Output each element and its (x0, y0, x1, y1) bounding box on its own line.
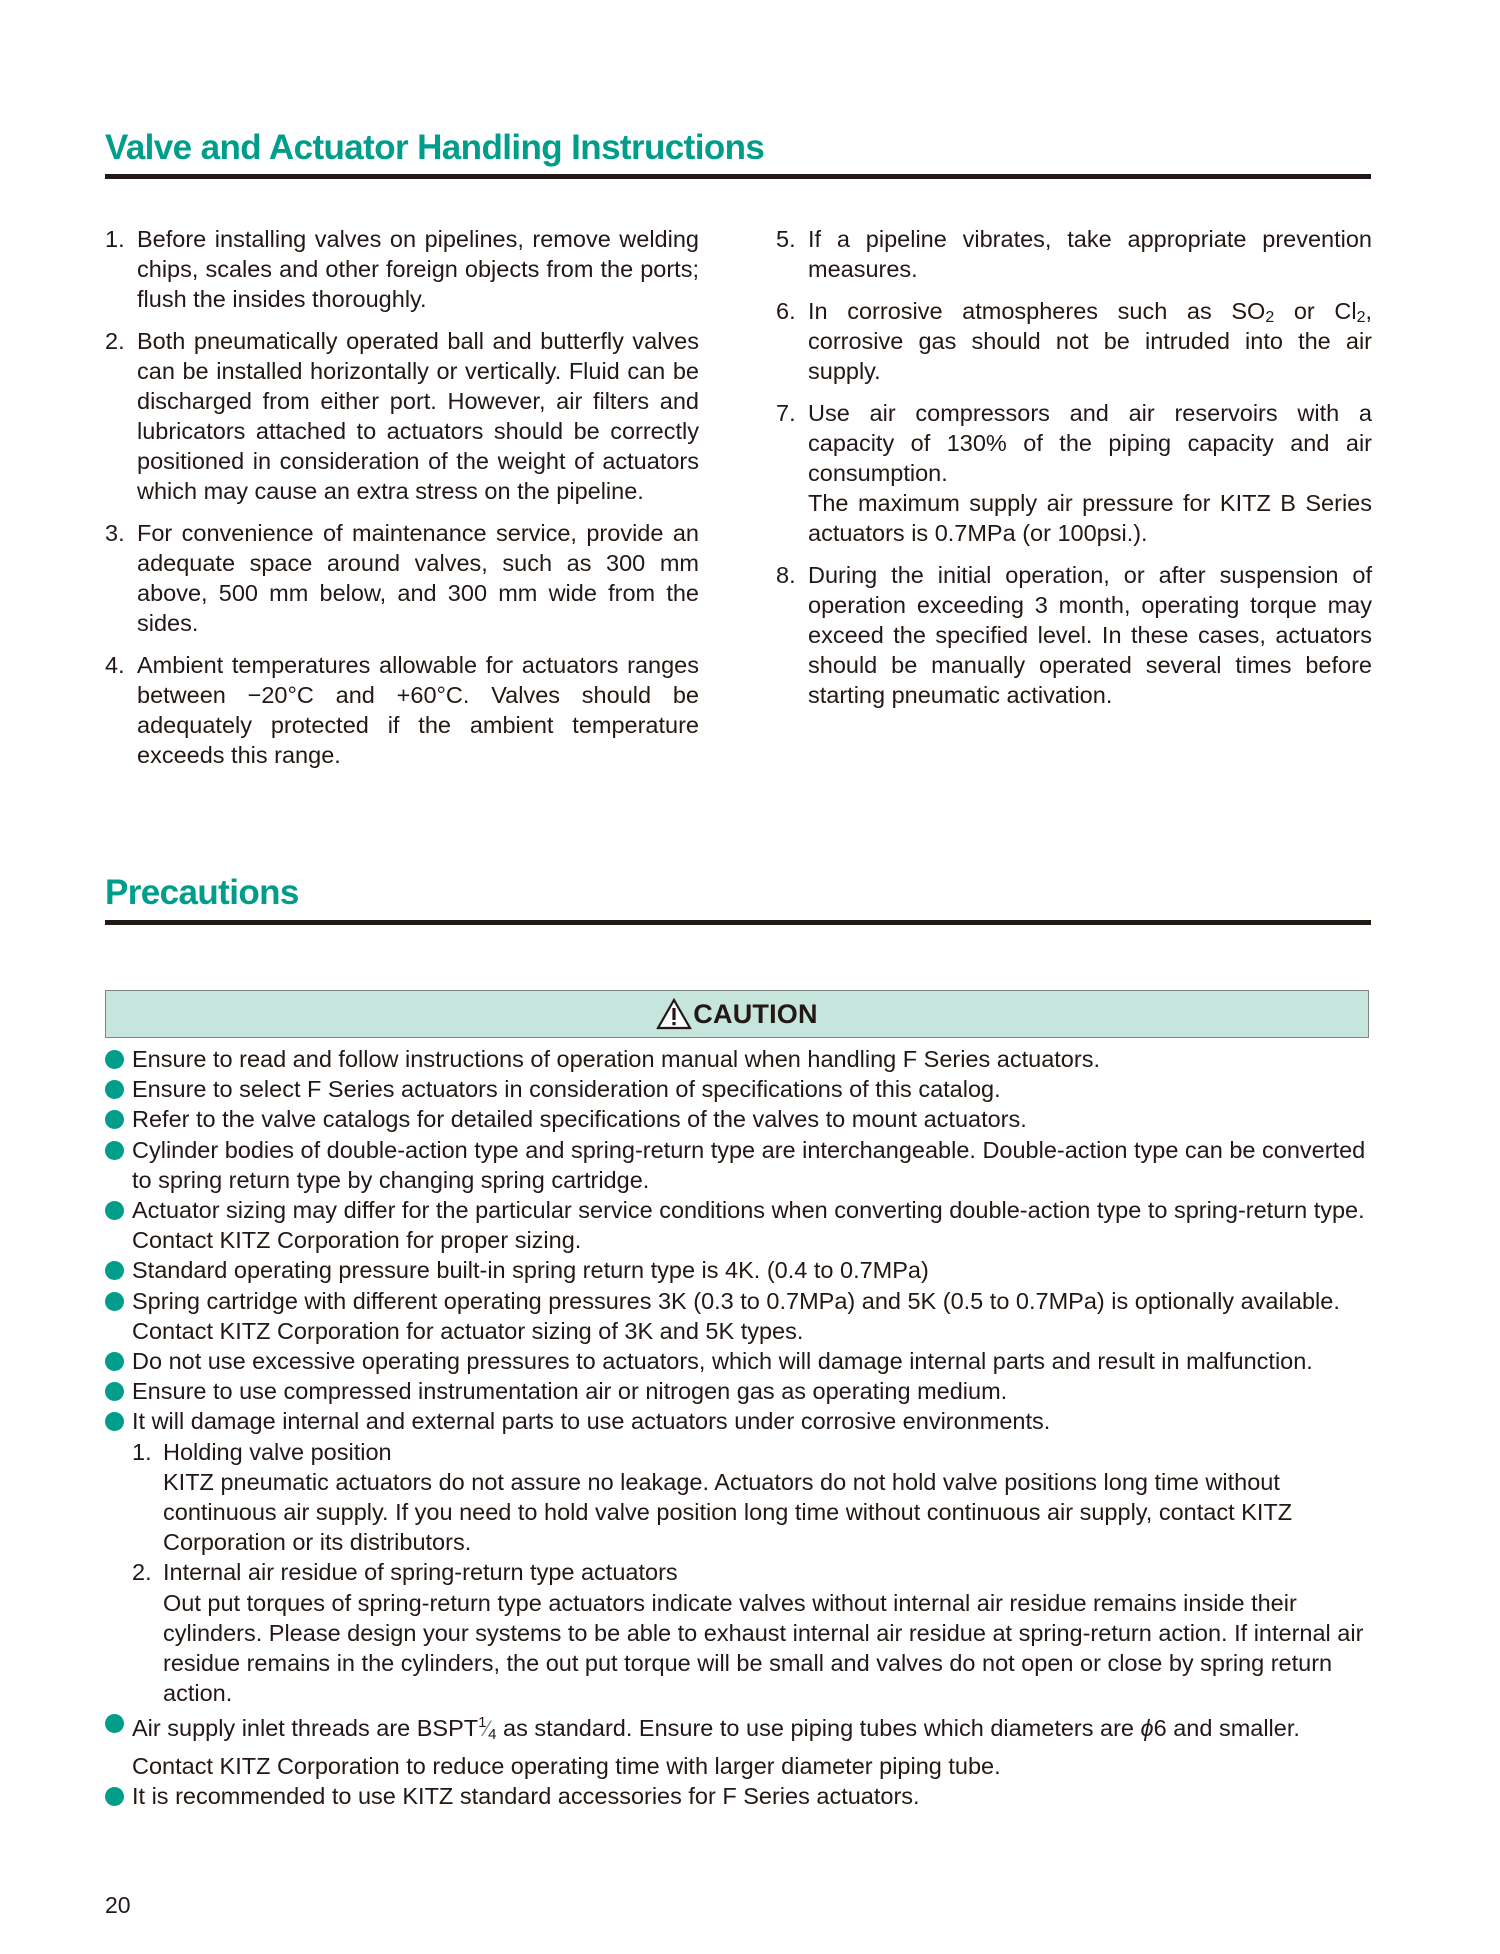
sub-item-2 (105, 1557, 1375, 1708)
sub-item-number: 1. (132, 1438, 152, 1465)
item-text: Before installing valves on pipelines, remove welding chips, scales and other foreign objects from the ports; flush the insides thoroughly. (137, 226, 699, 312)
section-rule (105, 920, 1371, 925)
item-number: 2. (105, 328, 125, 354)
item-text: Both pneumatically operated ball and butterfly valves can be installed horizontally or vertically. Fluid can be discharged from either port. However, air filters and lubricators attached to actuators should be correctly positioned in consideration of the weight of actuators which may cause an extra stress on the pipeline. (137, 328, 699, 504)
precaution-text: Refer to the valve catalogs for detailed specifications of the valves to mount actuators. (132, 1106, 1027, 1133)
item-number: 7. (776, 400, 796, 426)
precaution-text: Cylinder bodies of double-action type and spring-return type are interchangeable. Double-action type can be converted to spring return type by changing spring cartridge. (132, 1136, 1366, 1193)
precaution-item (105, 1074, 1375, 1104)
fraction-one-quarter (478, 1714, 497, 1744)
page-number: 20 (105, 1892, 131, 1918)
warning-triangle-icon (656, 998, 692, 1030)
text-segment: as standard. Ensure to use piping tubes which diameters are (496, 1715, 1141, 1742)
handling-item-1 (105, 224, 699, 314)
sub-item-number: 2. (132, 1559, 152, 1586)
precaution-text: Ensure to select F Series actuators in consideration of specifications of this catalog. (132, 1076, 1001, 1103)
fraction-denominator: 4 (488, 1726, 497, 1744)
text-segment: Air supply inlet threads are BSPT (132, 1715, 479, 1742)
item-number: 1. (105, 226, 125, 252)
item-text: Ambient temperatures allowable for actuators ranges between −20°C and +60°C. Valves should be adequately protected if the ambient temperature exceeds this range. (137, 652, 699, 768)
text-segment: 6 and smaller. Contact KITZ Corporation to reduce operating time with larger diameter piping tube. (132, 1715, 1300, 1779)
sub-item-heading: Holding valve position (163, 1438, 392, 1465)
handling-column-left (105, 224, 699, 782)
precaution-item (105, 1781, 1375, 1811)
sub-item-body: Out put torques of spring-return type actuators indicate valves without internal air residue remains inside their cylinders. Please design your systems to be able to exhaust internal air residue at spring-return action. If internal air residue remains in the cylinders, the out put torque will be small and valves do not open or close by spring return action. (163, 1589, 1364, 1707)
handling-item-2 (105, 326, 699, 506)
bullet-dot-icon (105, 1292, 124, 1311)
item-text: During the initial operation, or after suspension of operation exceeding 3 month, operating torque may exceed the specified level. In these cases, actuators should be manually operated several times before starting pneumatic activation. (808, 562, 1372, 708)
subscript: 2 (1265, 309, 1275, 326)
caution-banner (105, 990, 1369, 1038)
bullet-dot-icon (105, 1382, 124, 1401)
handling-item-4 (105, 650, 699, 770)
precaution-item (105, 1104, 1375, 1134)
precaution-text: It is recommended to use KITZ standard accessories for F Series actuators. (132, 1782, 920, 1809)
item-text (808, 296, 1372, 386)
handling-item-8 (776, 560, 1372, 710)
bullet-dot-icon (105, 1352, 124, 1371)
precaution-text: Ensure to use compressed instrumentation air or nitrogen gas as operating medium. (132, 1378, 1008, 1405)
bullet-dot-icon (105, 1201, 124, 1220)
item-text-continued: The maximum supply air pressure for KITZ B Series actuators is 0.7MPa (or 100psi.). (808, 490, 1372, 546)
precaution-item (105, 1406, 1375, 1436)
sub-item-body: KITZ pneumatic actuators do not assure no leakage. Actuators do not hold valve positions long time without continuous air supply. If you need to hold valve position long time without continuous air supply, contact KITZ Corporation or its distributors. (163, 1468, 1293, 1556)
precaution-text: It will damage internal and external parts to use actuators under corrosive environments. (132, 1408, 1051, 1435)
precaution-text: Spring cartridge with different operating pressures 3K (0.3 to 0.7MPa) and 5K (0.5 to 0.7MPa) is optionally available. Contact KITZ Corporation for actuator sizing of 3K and 5K types. (132, 1287, 1340, 1344)
precaution-text: Actuator sizing may differ for the particular service conditions when converting double-action type to spring-return type. Contact KITZ Corporation for proper sizing. (132, 1197, 1365, 1254)
section-title-handling: Valve and Actuator Handling Instructions (105, 128, 765, 167)
bullet-dot-icon (105, 1050, 124, 1069)
bullet-dot-icon (105, 1412, 124, 1431)
bullet-dot-icon (105, 1787, 124, 1806)
item-number: 4. (105, 652, 125, 678)
precaution-text: Standard operating pressure built-in spring return type is 4K. (0.4 to 0.7MPa) (132, 1257, 929, 1284)
precaution-item-air-supply (105, 1708, 1375, 1780)
diameter-symbol: ϕ (1140, 1715, 1154, 1742)
item-text: For convenience of maintenance service, provide an adequate space around valves, such as 300 mm above, 500 mm below, and 300 mm wide from the sides. (137, 520, 699, 636)
precaution-item (105, 1346, 1375, 1376)
caution-label: CAUTION (693, 998, 818, 1029)
precaution-item (105, 1255, 1375, 1285)
sub-item-1 (105, 1437, 1375, 1558)
bullet-dot-icon (105, 1714, 124, 1733)
text-segment: , corrosive gas should not be intruded into the air supply. (808, 298, 1372, 384)
precaution-text: Do not use excessive operating pressures to actuators, which will damage internal parts and result in malfunction. (132, 1348, 1313, 1375)
item-number: 5. (776, 226, 796, 252)
precautions-list (105, 1044, 1375, 1811)
precaution-text: Ensure to read and follow instructions of operation manual when handling F Series actuators. (132, 1046, 1100, 1072)
handling-column-right (776, 224, 1372, 722)
handling-item-7 (776, 398, 1372, 548)
bullet-dot-icon (105, 1141, 124, 1160)
precaution-item (105, 1135, 1375, 1195)
fraction-numerator: 1 (478, 1714, 487, 1732)
precaution-item (105, 1044, 1375, 1074)
text-segment: In corrosive atmospheres such as SO (808, 298, 1266, 324)
item-number: 6. (776, 298, 796, 324)
section-rule (105, 174, 1371, 179)
text-segment: or Cl (1274, 298, 1357, 324)
section-title-precautions: Precautions (105, 873, 299, 912)
handling-item-5 (776, 224, 1372, 284)
bullet-dot-icon (105, 1110, 124, 1129)
item-text: Use air compressors and air reservoirs with a capacity of 130% of the piping capacity and air consumption. (808, 400, 1372, 486)
bullet-dot-icon (105, 1080, 124, 1099)
sub-item-heading: Internal air residue of spring-return type actuators (163, 1559, 678, 1586)
handling-item-6 (776, 296, 1372, 386)
subscript: 2 (1356, 309, 1366, 326)
bullet-dot-icon (105, 1261, 124, 1280)
handling-item-3 (105, 518, 699, 638)
item-number: 3. (105, 520, 125, 546)
item-text: If a pipeline vibrates, take appropriate prevention measures. (808, 226, 1372, 282)
item-number: 8. (776, 562, 796, 588)
precaution-item (105, 1286, 1375, 1346)
precaution-item (105, 1195, 1375, 1255)
precaution-item (105, 1376, 1375, 1406)
fraction-slash: ⁄ (485, 1716, 490, 1742)
